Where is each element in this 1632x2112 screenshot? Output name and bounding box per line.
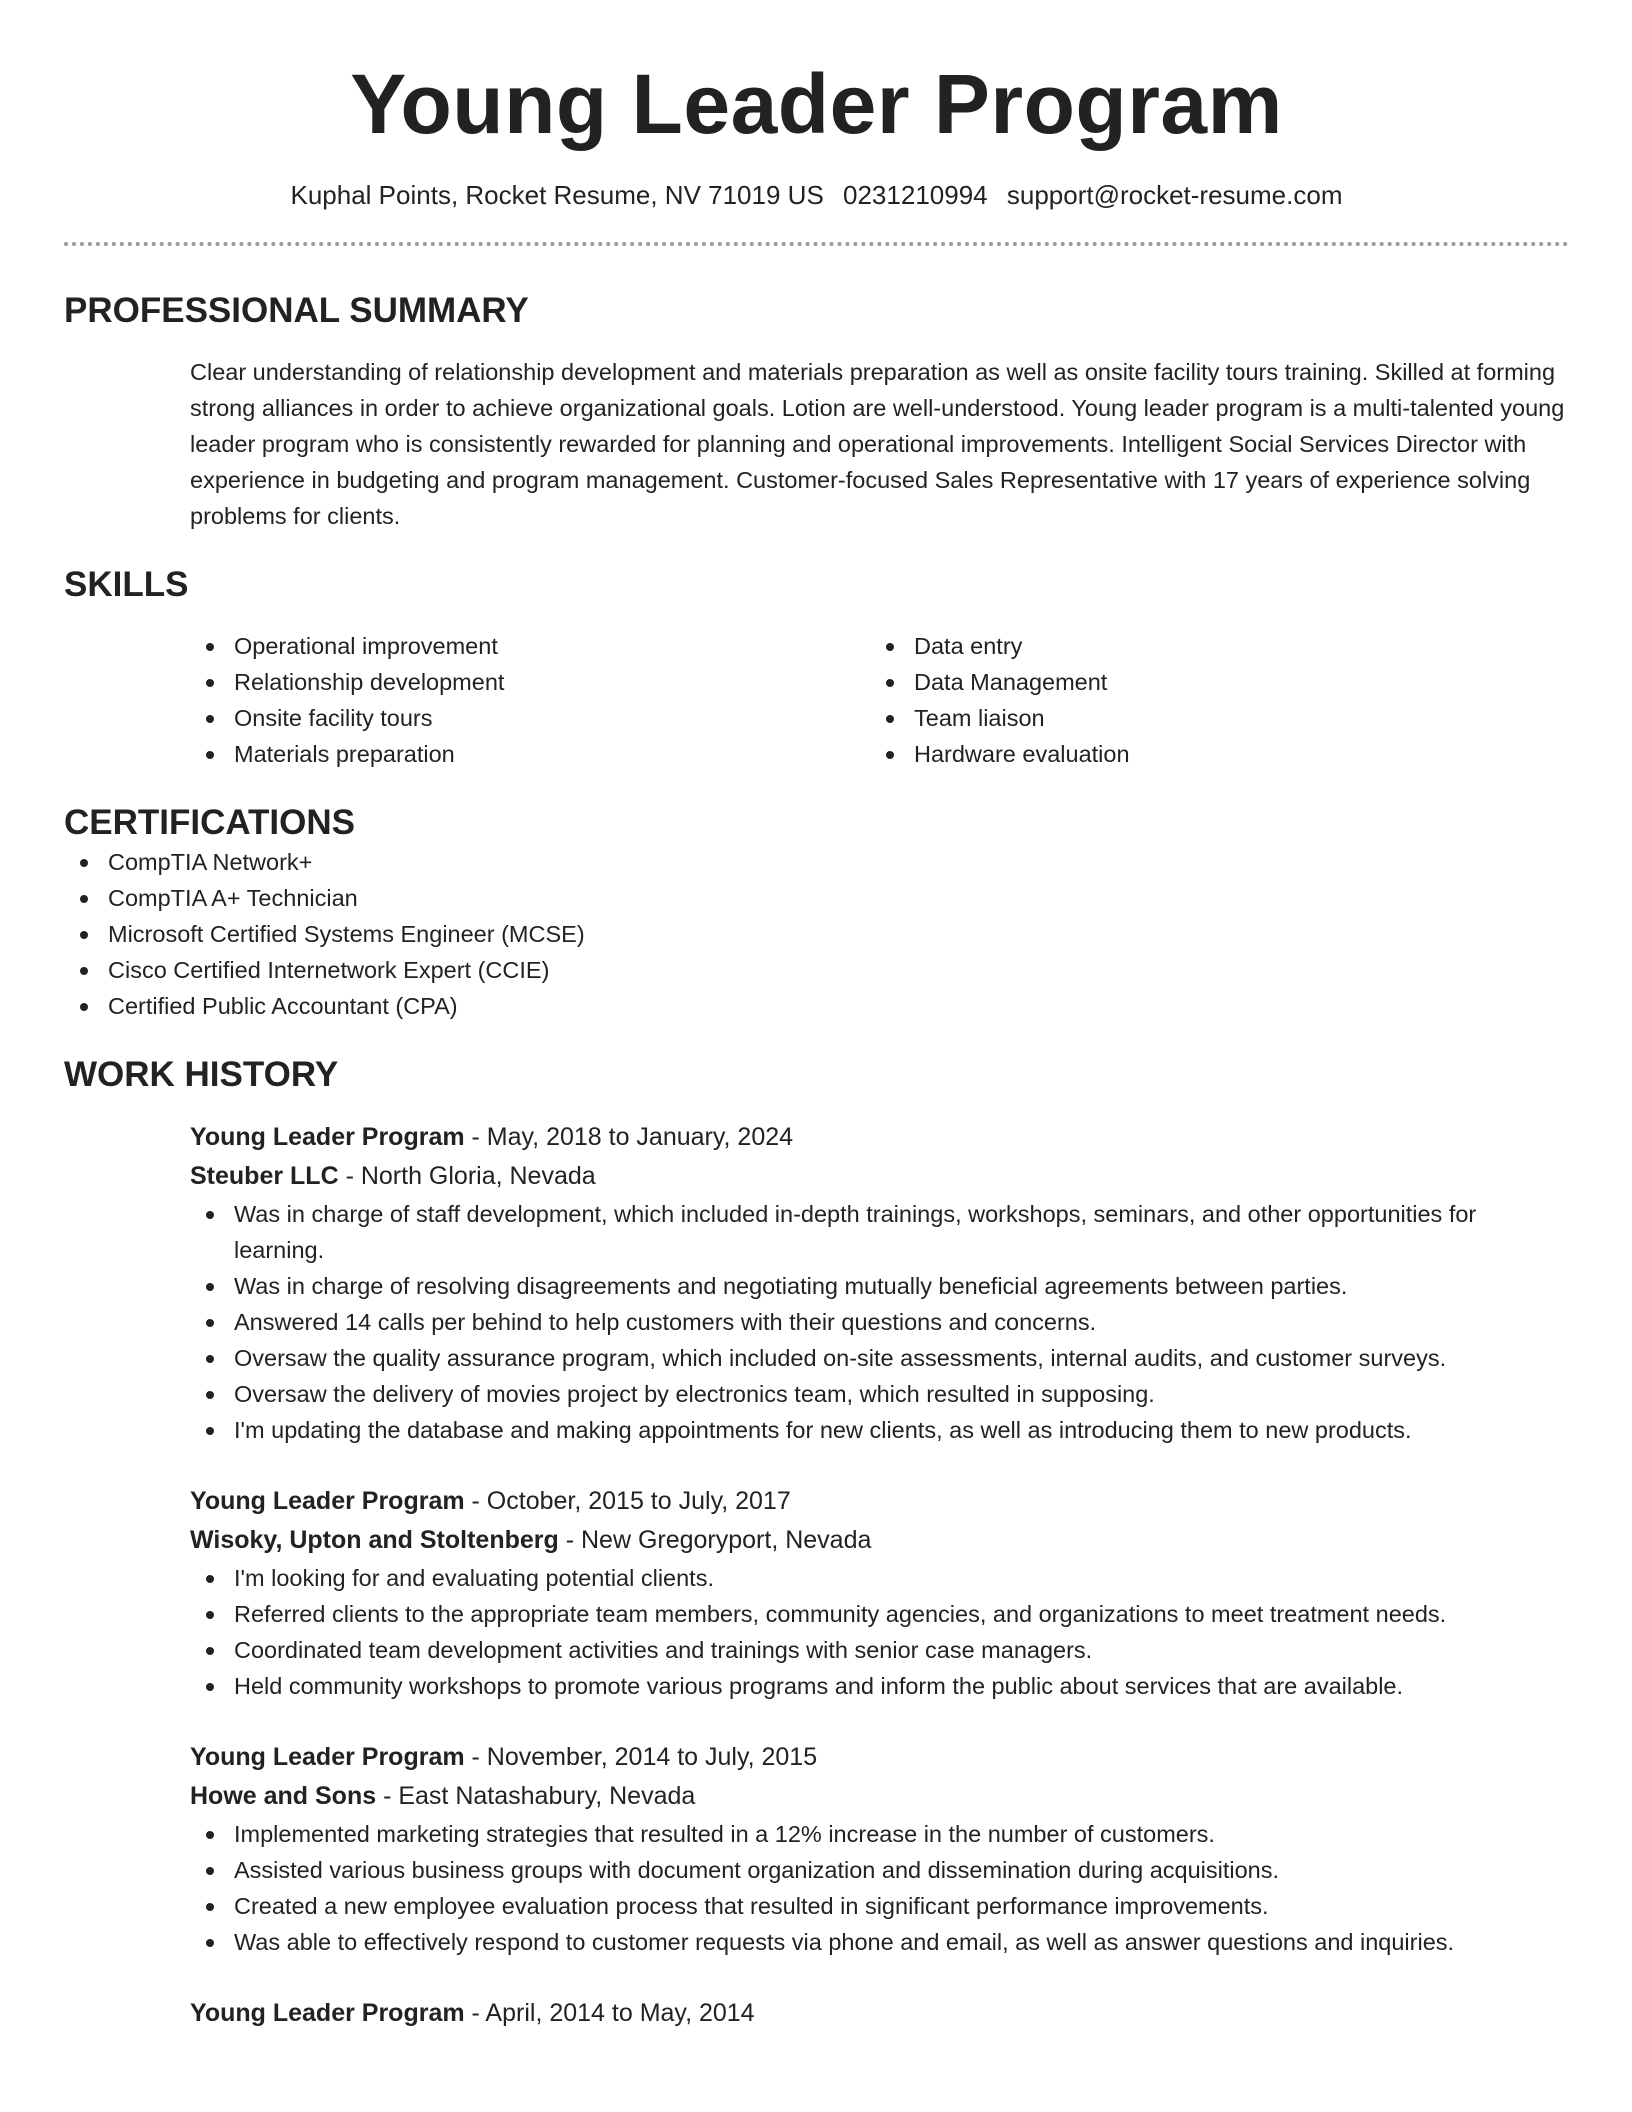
job-dates: - April, 2014 to May, 2014 [464,1999,755,2027]
job-bullet: Answered 14 calls per behind to help customers with their questions and concerns. [190,1304,1569,1340]
job-bullet: I'm looking for and evaluating potential clients. [190,1560,1569,1596]
job-company: Wisoky, Upton and Stoltenberg [190,1526,559,1554]
job-bullet: Was in charge of resolving disagreements and negotiating mutually beneficial agreements between parties. [190,1268,1569,1304]
skill-item: Hardware evaluation [870,736,1550,772]
job-bullet: Was in charge of staff development, which included in-depth trainings, workshops, seminars, and other opportunities for learning. [190,1196,1569,1268]
job-bullet: Referred clients to the appropriate team members, community agencies, and organizations to meet treatment needs. [190,1596,1569,1632]
job-bullet: Created a new employee evaluation process that resulted in significant performance improvements. [190,1888,1569,1924]
job-bullet: Was able to effectively respond to customer requests via phone and email, as well as answer questions and inquiries. [190,1924,1569,1960]
job-bullet: I'm updating the database and making appointments for new clients, as well as introducing them to new products. [190,1412,1569,1448]
skills-column-right [870,628,1550,772]
skill-item: Team liaison [870,700,1550,736]
certification-item: Microsoft Certified Systems Engineer (MCSE) [64,916,1569,952]
job-location: - North Gloria, Nevada [338,1162,596,1190]
job-role: Young Leader Program [190,1999,465,2027]
job-entry [190,1738,1569,1960]
resume-page [64,0,1569,2033]
job-entry [190,1994,1569,2033]
contact-line [64,178,1569,212]
skills-list-right [870,628,1550,772]
certification-item: CompTIA A+ Technician [64,880,1569,916]
skills-list-left [190,628,870,772]
job-bullet: Coordinated team development activities and trainings with senior case managers. [190,1632,1569,1668]
skills-columns [190,628,1569,772]
job-bullet: Oversaw the delivery of movies project by electronics team, which resulted in supposing. [190,1376,1569,1412]
work-history-heading: WORK HISTORY [64,1055,339,1094]
job-title-line [190,1118,1569,1157]
skill-item: Onsite facility tours [190,700,870,736]
candidate-name: Young Leader Program [350,57,1283,151]
certification-item: CompTIA Network+ [64,844,1569,880]
skill-item: Data entry [870,628,1550,664]
skills-heading: SKILLS [64,565,189,604]
job-entry [190,1118,1569,1448]
skill-item: Materials preparation [190,736,870,772]
job-title-line [190,1738,1569,1777]
job-role: Young Leader Program [190,1123,465,1151]
job-title-line [190,1994,1569,2033]
header-divider [64,242,1569,246]
job-company: Steuber LLC [190,1162,339,1190]
certification-item: Cisco Certified Internetwork Expert (CCIE) [64,952,1569,988]
job-dates: - October, 2015 to July, 2017 [464,1487,791,1515]
certifications-list [64,844,1569,1024]
summary-heading: PROFESSIONAL SUMMARY [64,291,529,330]
certifications-heading: CERTIFICATIONS [64,803,356,842]
skill-item: Data Management [870,664,1550,700]
contact-address: Kuphal Points, Rocket Resume, NV 71019 US [290,180,824,210]
skill-item: Relationship development [190,664,870,700]
job-dates: - November, 2014 to July, 2015 [464,1743,818,1771]
skills-column-left [190,628,870,772]
job-bullet: Implemented marketing strategies that resulted in a 12% increase in the number of customers. [190,1816,1569,1852]
job-bullet: Oversaw the quality assurance program, which included on-site assessments, internal audits, and customer surveys. [190,1340,1569,1376]
skill-item: Operational improvement [190,628,870,664]
job-company-line [190,1777,1569,1816]
job-bullet-list [190,1196,1569,1448]
contact-phone: 0231210994 [843,180,988,210]
job-role: Young Leader Program [190,1743,465,1771]
job-bullet: Held community workshops to promote various programs and inform the public about services that are available. [190,1668,1569,1704]
job-company-line [190,1521,1569,1560]
job-role: Young Leader Program [190,1487,465,1515]
job-entry [190,1482,1569,1704]
job-location: - New Gregoryport, Nevada [558,1526,872,1554]
certification-item: Certified Public Accountant (CPA) [64,988,1569,1024]
job-company-line [190,1157,1569,1196]
job-location: - East Natashabury, Nevada [376,1782,696,1810]
contact-email: support@rocket-resume.com [1006,180,1343,210]
job-bullet-list [190,1560,1569,1704]
job-bullet: Assisted various business groups with document organization and dissemination during acquisitions. [190,1852,1569,1888]
job-dates: - May, 2018 to January, 2024 [464,1123,794,1151]
job-bullet-list [190,1816,1569,1960]
job-title-line [190,1482,1569,1521]
job-company: Howe and Sons [190,1782,377,1810]
summary-text: Clear understanding of relationship development and materials preparation as well as onsite facility tours training. Skilled at forming strong alliances in order to achieve organizational goals. Lotion are well-understood. Young leader program is a multi-talented young leader program who is consistently rewarded for planning and operational improvements. Intelligent Social Services Director with experience in budgeting and program management. Customer-focused Sales Representative with 17 years of experience solving problems for clients. [190,359,1565,529]
